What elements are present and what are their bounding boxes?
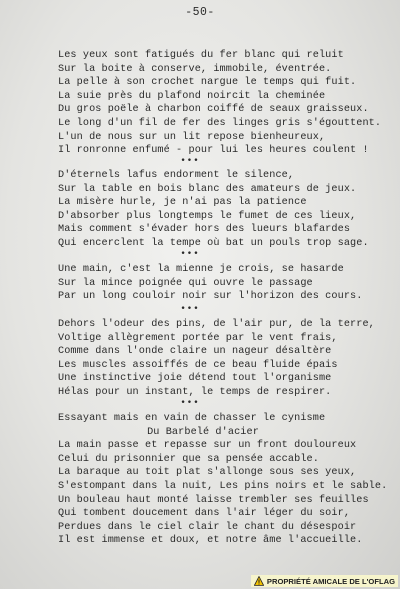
stanza-separator: ••• [180,249,200,259]
poem-line: Comme dans l'onde claire un nageur désaltère [58,346,332,358]
poem-line: Une main, c'est la mienne je crois, se hasarde [58,264,344,275]
stanza-1 [58,49,388,158]
footer-label: PROPRIÉTÉ AMICALE DE L'OFLAG [266,576,395,586]
poem-line: La baraque au toit plat s'allonge sous ses yeux, [58,467,357,479]
poem-line: Sur la boite à conserve, immobile, éventrée. [58,63,332,75]
poem-line: La main passe et repasse sur un front douloureux [58,440,357,452]
stanza-separator: ••• [180,304,200,314]
poem-line: Par un long couloir noir sur l'horizon des cours. [58,291,363,303]
poem-line: Mais comment s'évader hors des lueurs blafardes [58,224,351,236]
ownership-stamp [251,575,398,587]
poem-line: Essayant mais en vain de chasser le cynisme [58,413,326,424]
poem-line: Le long d'un fil de fer des linges gris s'égouttent. [58,117,382,129]
stanza-3 [58,263,388,304]
stanza-2 [58,169,388,251]
poem-line: Qui tombent doucement dans l'air léger du soir, [58,508,351,520]
poem-line: D'absorber plus longtemps le fumet de ces lieux, [58,210,357,222]
poem-line: Du gros poële à charbon coiffé de seaux graisseux. [58,104,369,116]
poem-line: Du Barbelé d'acier [147,426,259,438]
poem-line: Les muscles assoiffés de ce beau fluide épais [58,359,338,371]
poem-line: Les yeux sont fatigués du fer blanc qui reluit [58,50,344,61]
poem-line: Sur la mince poignée qui ouvre le passage [58,277,313,289]
poem-line: Hélas pour un instant, le temps de respirer. [58,386,332,398]
poem-line: La misère hurle, je n'ai pas la patience [58,197,307,209]
stanza-separator: ••• [180,156,200,166]
poem-line: Il ronronne enfumé - pour lui les heures coulent ! [58,145,369,157]
poem-line: L'un de nous sur un lit repose bienheureux, [58,131,326,143]
poem-line: Voltige allègrement portée par le vent frais, [58,332,338,344]
poem-line: D'éternels lafus endorment le silence, [58,170,295,181]
warning-icon [254,576,264,586]
poem-line: Une instinctive joie détend tout l'organisme [58,373,332,385]
stanza-separator: ••• [180,398,200,408]
poem-line: Sur la table en bois blanc des amateurs de jeux. [58,183,357,195]
poem-line: Un bouleau haut monté laisse trembler ses feuilles [58,494,369,506]
poem-line: S'estompant dans la nuit, Les pins noirs et le sable. [58,480,388,492]
poem-line: La pelle à son crochet nargue le temps qui fuit. [58,77,357,89]
poem-line: Celui du prisonnier que sa pensée accable. [58,453,319,465]
poem-line: Qui encerclent la tempe où bat un pouls trop sage. [58,237,369,249]
poem-line: Dehors l'odeur des pins, de l'air pur, de la terre, [58,319,375,330]
page-number: -50- [185,6,215,19]
poem-line: Il est immense et doux, et notre âme l'accueille. [58,535,363,547]
stanza-5 [58,412,388,548]
stanza-4 [58,318,388,400]
poem-line: La suie près du plafond noircit la cheminée [58,90,326,102]
poem-line: Perdues dans le ciel clair le chant du désespoir [58,521,357,533]
